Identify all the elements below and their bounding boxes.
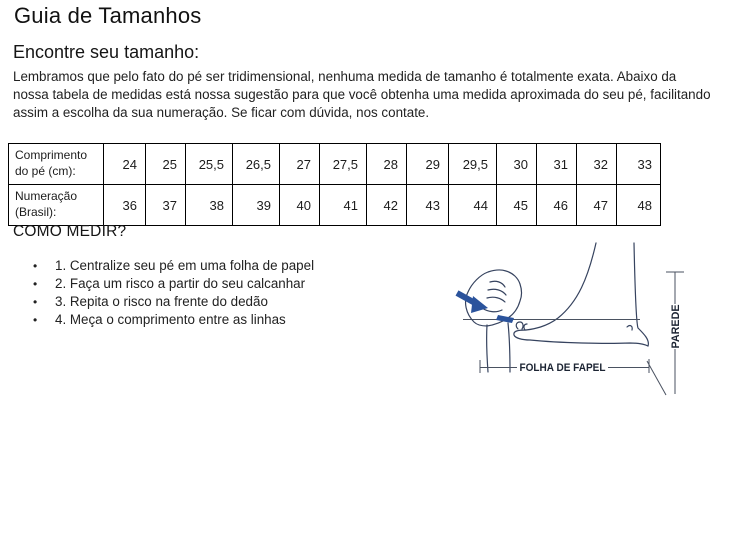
- size-value-cell: 29,5: [449, 144, 497, 185]
- wall-diagonal-line: [647, 361, 666, 395]
- size-value-cell: 33: [617, 144, 661, 185]
- measure-step-text: 1. Centralize seu pé em uma folha de papel: [55, 258, 315, 273]
- measure-step-item: [33, 293, 314, 311]
- forearm-fill: [487, 323, 510, 372]
- page-title: Guia de Tamanhos: [14, 3, 202, 28]
- size-value-cell: 39: [233, 185, 280, 226]
- size-value-cell: 25: [146, 144, 186, 185]
- size-value-cell: 40: [280, 185, 320, 226]
- size-value-cell: 27: [280, 144, 320, 185]
- size-value-cell: 28: [367, 144, 407, 185]
- measure-step-item: [33, 257, 314, 275]
- find-size-heading: Encontre seu tamanho:: [13, 42, 200, 62]
- size-value-cell: 48: [617, 185, 661, 226]
- size-value-cell: 44: [449, 185, 497, 226]
- how-to-measure-heading: COMO MEDIR?: [13, 223, 127, 240]
- measure-step-item: [33, 275, 314, 293]
- size-value-cell: 26,5: [233, 144, 280, 185]
- measure-step-text: 4. Meça o comprimento entre as linhas: [55, 312, 286, 327]
- row-header: Comprimento do pé (cm):: [9, 144, 104, 185]
- size-value-cell: 38: [186, 185, 233, 226]
- wall-dimension-label: PAREDE: [670, 303, 682, 349]
- bullet-icon: •: [33, 295, 38, 309]
- paragraph-line: assim a escolha da sua numeração. Se ficar com dúvida, nos contate.: [13, 105, 430, 120]
- size-value-cell: 43: [407, 185, 449, 226]
- row-header: Numeração (Brasil):: [9, 185, 104, 226]
- paragraph-line: Lembramos que pelo fato do pé ser tridimensional, nenhuma medida de tamanho é totalmente exata. Abaixo da: [13, 69, 677, 84]
- size-value-cell: 41: [320, 185, 367, 226]
- table-row: [9, 144, 661, 185]
- measure-step-text: 3. Repita o risco na frente do dedão: [55, 294, 268, 309]
- measure-step-item: [33, 311, 314, 329]
- size-value-cell: 24: [104, 144, 146, 185]
- size-value-cell: 30: [497, 144, 537, 185]
- bullet-icon: •: [33, 259, 38, 273]
- measure-step-text: 2. Faça um risco a partir do seu calcanhar: [55, 276, 306, 291]
- bullet-icon: •: [33, 277, 38, 291]
- size-value-cell: 37: [146, 185, 186, 226]
- size-value-cell: 45: [497, 185, 537, 226]
- size-table: [8, 143, 661, 226]
- measurement-illustration: [430, 230, 752, 450]
- size-value-cell: 32: [577, 144, 617, 185]
- size-value-cell: 47: [577, 185, 617, 226]
- table-row: [9, 185, 661, 226]
- size-value-cell: 29: [407, 144, 449, 185]
- find-size-paragraph: [13, 68, 713, 122]
- paragraph-line: nossa tabela de medidas está nossa sugestão para que você obtenha uma medida aproximada do seu pé, facilitando: [13, 87, 711, 102]
- size-value-cell: 46: [537, 185, 577, 226]
- size-value-cell: 31: [537, 144, 577, 185]
- size-value-cell: 25,5: [186, 144, 233, 185]
- toe-detail: [516, 322, 527, 330]
- paper-dimension-label: FOLHA DE FAPEL: [519, 362, 606, 374]
- size-value-cell: 27,5: [320, 144, 367, 185]
- measure-steps-list: [33, 257, 314, 329]
- foot-fill: [514, 243, 649, 346]
- bullet-icon: •: [33, 313, 38, 327]
- size-value-cell: 36: [104, 185, 146, 226]
- size-value-cell: 42: [367, 185, 407, 226]
